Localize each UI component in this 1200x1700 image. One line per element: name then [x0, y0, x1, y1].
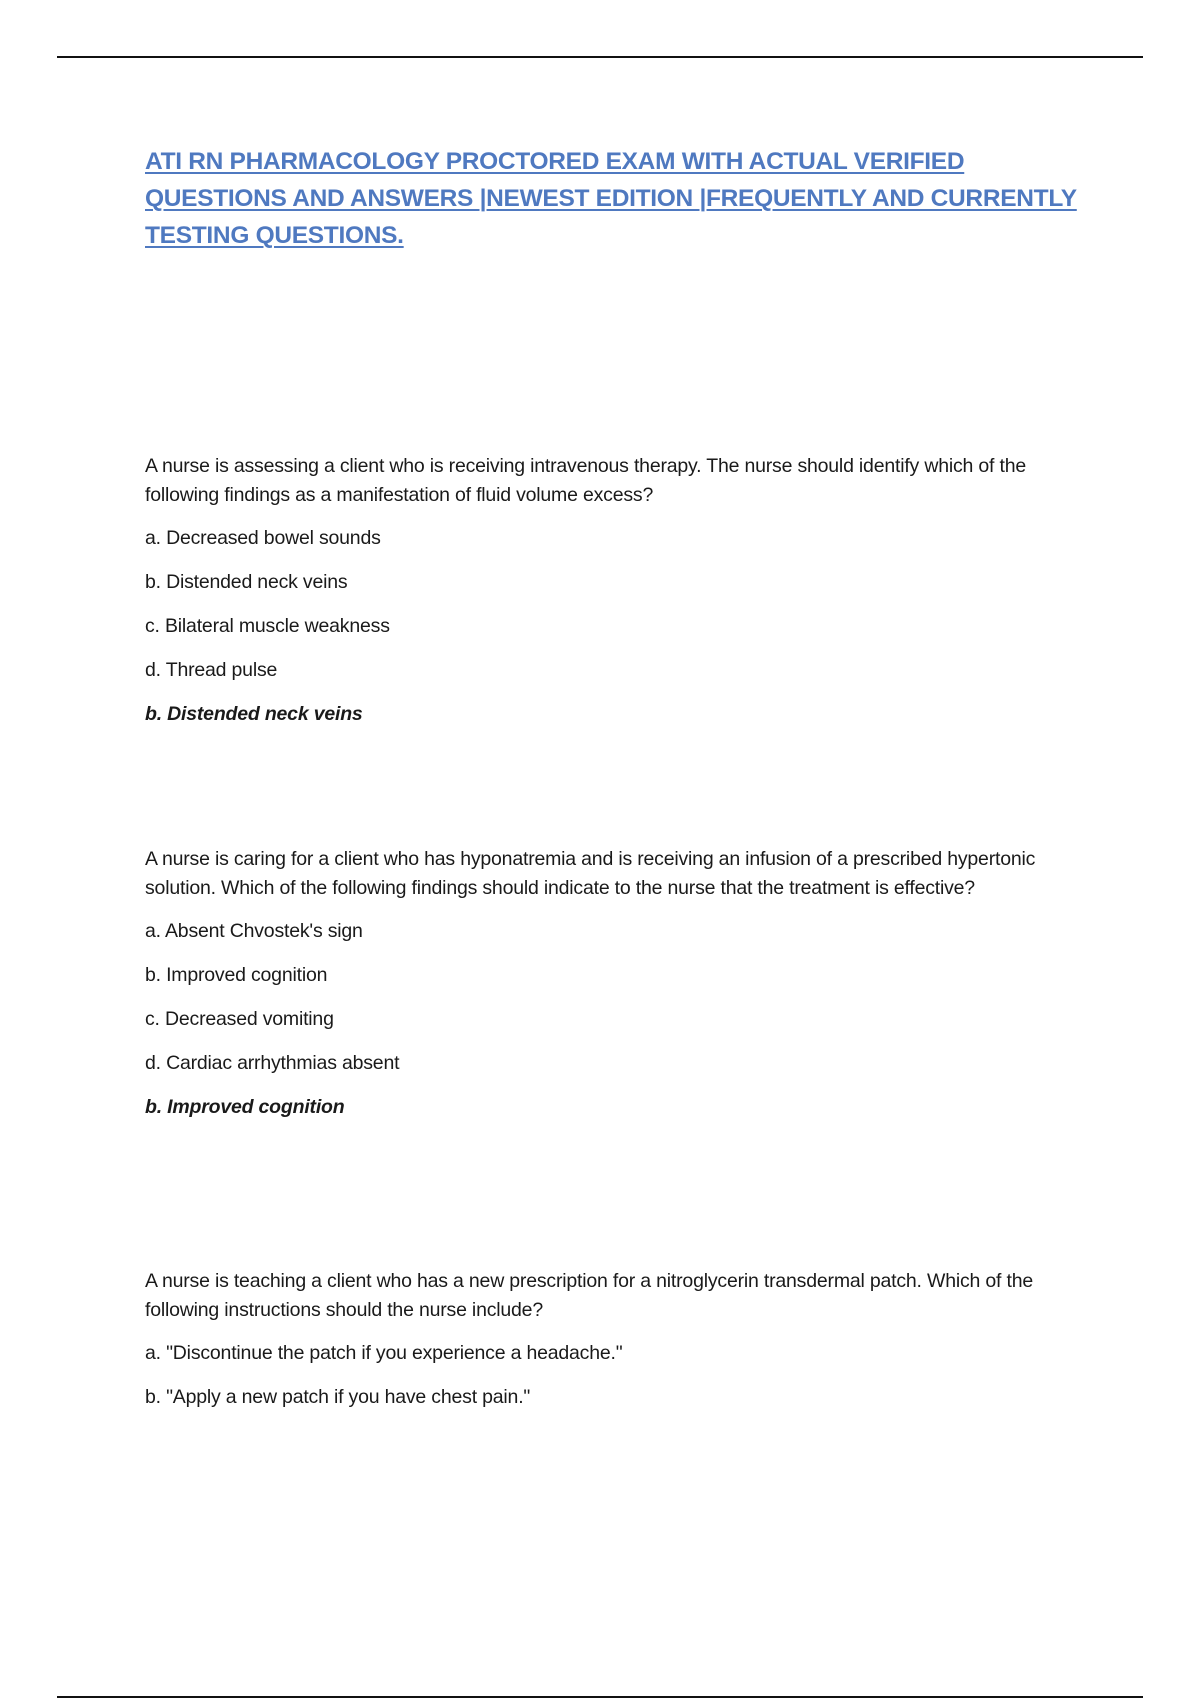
answer-options: [145, 1341, 1095, 1409]
option-a: a. Absent Chvostek's sign: [145, 920, 363, 942]
option-b: b. "Apply a new patch if you have chest pain.": [145, 1386, 531, 1408]
option-a: a. "Discontinue the patch if you experience a headache.": [145, 1342, 623, 1364]
option-d: d. Cardiac arrhythmias absent: [145, 1052, 400, 1074]
option-b: b. Distended neck veins: [145, 571, 348, 593]
bottom-rule: [57, 1696, 1143, 1698]
correct-answer: b. Distended neck veins: [145, 703, 363, 725]
answer-options: [145, 919, 1095, 1075]
option-c: c. Decreased vomiting: [145, 1008, 334, 1030]
question-1: [145, 452, 1095, 726]
option-a: a. Decreased bowel sounds: [145, 527, 381, 549]
option-d: d. Thread pulse: [145, 659, 278, 681]
question-stem: A nurse is teaching a client who has a new prescription for a nitroglycerin transdermal patch. Which of the following instructions should the nurse include?: [145, 1270, 1033, 1321]
question-2: [145, 845, 1095, 1119]
document-title: ATI RN PHARMACOLOGY PROCTORED EXAM WITH ACTUAL VERIFIED QUESTIONS AND ANSWERS |NEWEST EDITION |FREQUENTLY AND CURRENTLY TESTING QUESTIONS.: [145, 148, 1077, 249]
question-3: [145, 1267, 1095, 1409]
answer-options: [145, 526, 1095, 682]
question-stem: A nurse is caring for a client who has hyponatremia and is receiving an infusion of a prescribed hypertonic solution. Which of the following findings should indicate to the nurse that the treatment is effective?: [145, 848, 1036, 899]
correct-answer: b. Improved cognition: [145, 1096, 345, 1118]
question-stem: A nurse is assessing a client who is receiving intravenous therapy. The nurse should identify which of the following findings as a manifestation of fluid volume excess?: [145, 455, 1026, 506]
option-b: b. Improved cognition: [145, 964, 328, 986]
option-c: c. Bilateral muscle weakness: [145, 615, 390, 637]
top-rule: [57, 56, 1143, 58]
